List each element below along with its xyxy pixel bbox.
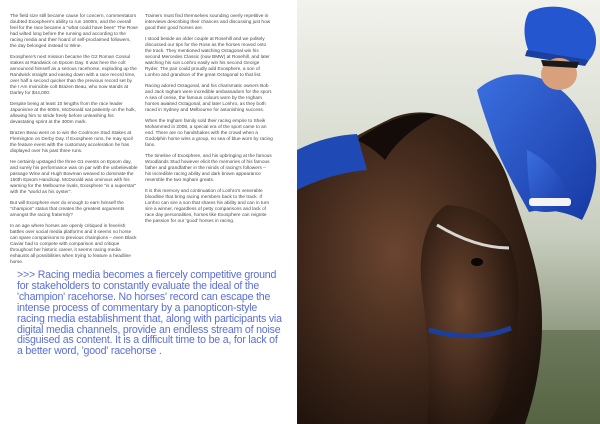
photo-illustration bbox=[297, 0, 600, 424]
article-column-2 bbox=[145, 14, 273, 230]
body-paragraph: Brazen Beau went on to win the Coolmore Stud Stakes at Flemington on Derby Day. If Exosphere runs, he may spoil the feature event with the customary acceleration he has displayed over his past three runs. bbox=[10, 131, 133, 155]
body-paragraph: Trainers must find themselves sounding overly repetitive in interviews describing their chances and discussing just how good their good horses are. bbox=[145, 14, 271, 32]
body-paragraph: In an age where horses are openly critiqued in feverish battles over social media platforms and it seems no horse can spare comparisons to previous champions – even Black Caviar had to compete with comparison and critique throughout her historic career, it seems racing media exhausts all possibilities when trying to feature a headline horse. bbox=[10, 224, 137, 266]
body-paragraph: I stood beside an older couple at Rosehill and we politely discussed our tips for the Rose as the horses moved onto the track. They mentioned watching Octagonal win his second Mercedes Classic (now BMW) at Rosehill, and later watching his son Lonhro easily win his second George Ryder. The pair could proudly add Exosphere, a son of Lonhro and grandson of the great Octagonal to that list. bbox=[145, 36, 270, 79]
article-column-1 bbox=[10, 14, 138, 271]
body-paragraph: Racing adored Octagonal, and his charismatic owners Bob and Jack Ingham were incredible ambassadors for the sport. A sea of cerise, the famous colours worn by the Ingham horses awaited Octagonal, and later Lonhro, as they both raced in Sydney and Melbourne for astonishing success. bbox=[145, 84, 273, 114]
body-paragraph: The field size still became cause for concern, commentators doubted Exosphere's ability to run 1600m, and the overall feel for the race became a "what could have been" The Rose had wilted long before the running and according to the racing media and their hoard of self-proclaimed followers, the day belonged instead to Wine. bbox=[10, 14, 138, 50]
body-paragraph: Despite being at least 10 lengths from the race leader Japonisme at the 600m, McDonald sat patiently on the hulk, allowing him to stride freely before unleashing his devastating sprint at the 300m mark. bbox=[10, 102, 136, 126]
jockey-horse-photo bbox=[297, 0, 600, 424]
white-sleeve-band bbox=[529, 198, 571, 206]
horse-eye bbox=[471, 258, 483, 266]
body-paragraph: It is this memory and continuation of Lonhro's venerable bloodline that bring racing members back to the track. If Lonhro can sire a son that shares his ability and can in turn sire a winner, regardless of petty comparisons and lack of race day personalities, horses like Exosphere can reignite the passion for our 'good' horses in racing. bbox=[145, 189, 270, 225]
body-paragraph: He certainly upstaged the three G1 events on Epsom day, and surely his performance was on par with the unbelievable passage Wine and Hugh Bowman weaved to dominate the 150th Epsom Handicap. McDonald was ominous with his warning for the Melbourne rivals, Exosphere "is a superstar" with the "world as his oyster". bbox=[10, 160, 138, 196]
pull-quote: >>> Racing media becomes a fiercely competitive ground for stakeholders to constantly evaluate the ideal of the 'champion' racehorse. No horses' record can escape the intense process of commentary by a panopticon-style racing media establishment that, along with participants via digital media channels, provide an endless stream of noise disguised as content. It is a difficult time to be a, for lack of a better word, 'good' racehorse . bbox=[17, 269, 282, 358]
body-paragraph: Exosphere's next mission became the G2 Roman Consul stakes at Randwick on Epsom Day. It was here the colt announced himself as a serious racehorse, exploding up the Randwick straight and easing down with a race record time, over half a second quicker than the previous record set by the I Am Invincible colt Brazen Beau, who now stands at Darley for $44,000. bbox=[10, 55, 137, 97]
body-paragraph: The timeline of Exosphere, and his upbringing at the famous Woodlands Stud however elicit the memories of his famous father and grandfather in the minds of racing's followers – his incredible racing ability and dark brown appearance resemble the two Ingham greats. bbox=[145, 154, 272, 184]
body-paragraph: But will Exosphere ever do enough to earn himself the "champion" status that creates the greatest arguments amongst the racing fraternity? bbox=[10, 201, 125, 219]
body-paragraph: When the Ingham family sold their racing empire to Sheik Mohammed in 2008, a special era of the sport came to an end. There are no handshakes with the crowd when a Godolphin horse wins a group, no sea of blue worn by racing fans. bbox=[145, 119, 273, 149]
